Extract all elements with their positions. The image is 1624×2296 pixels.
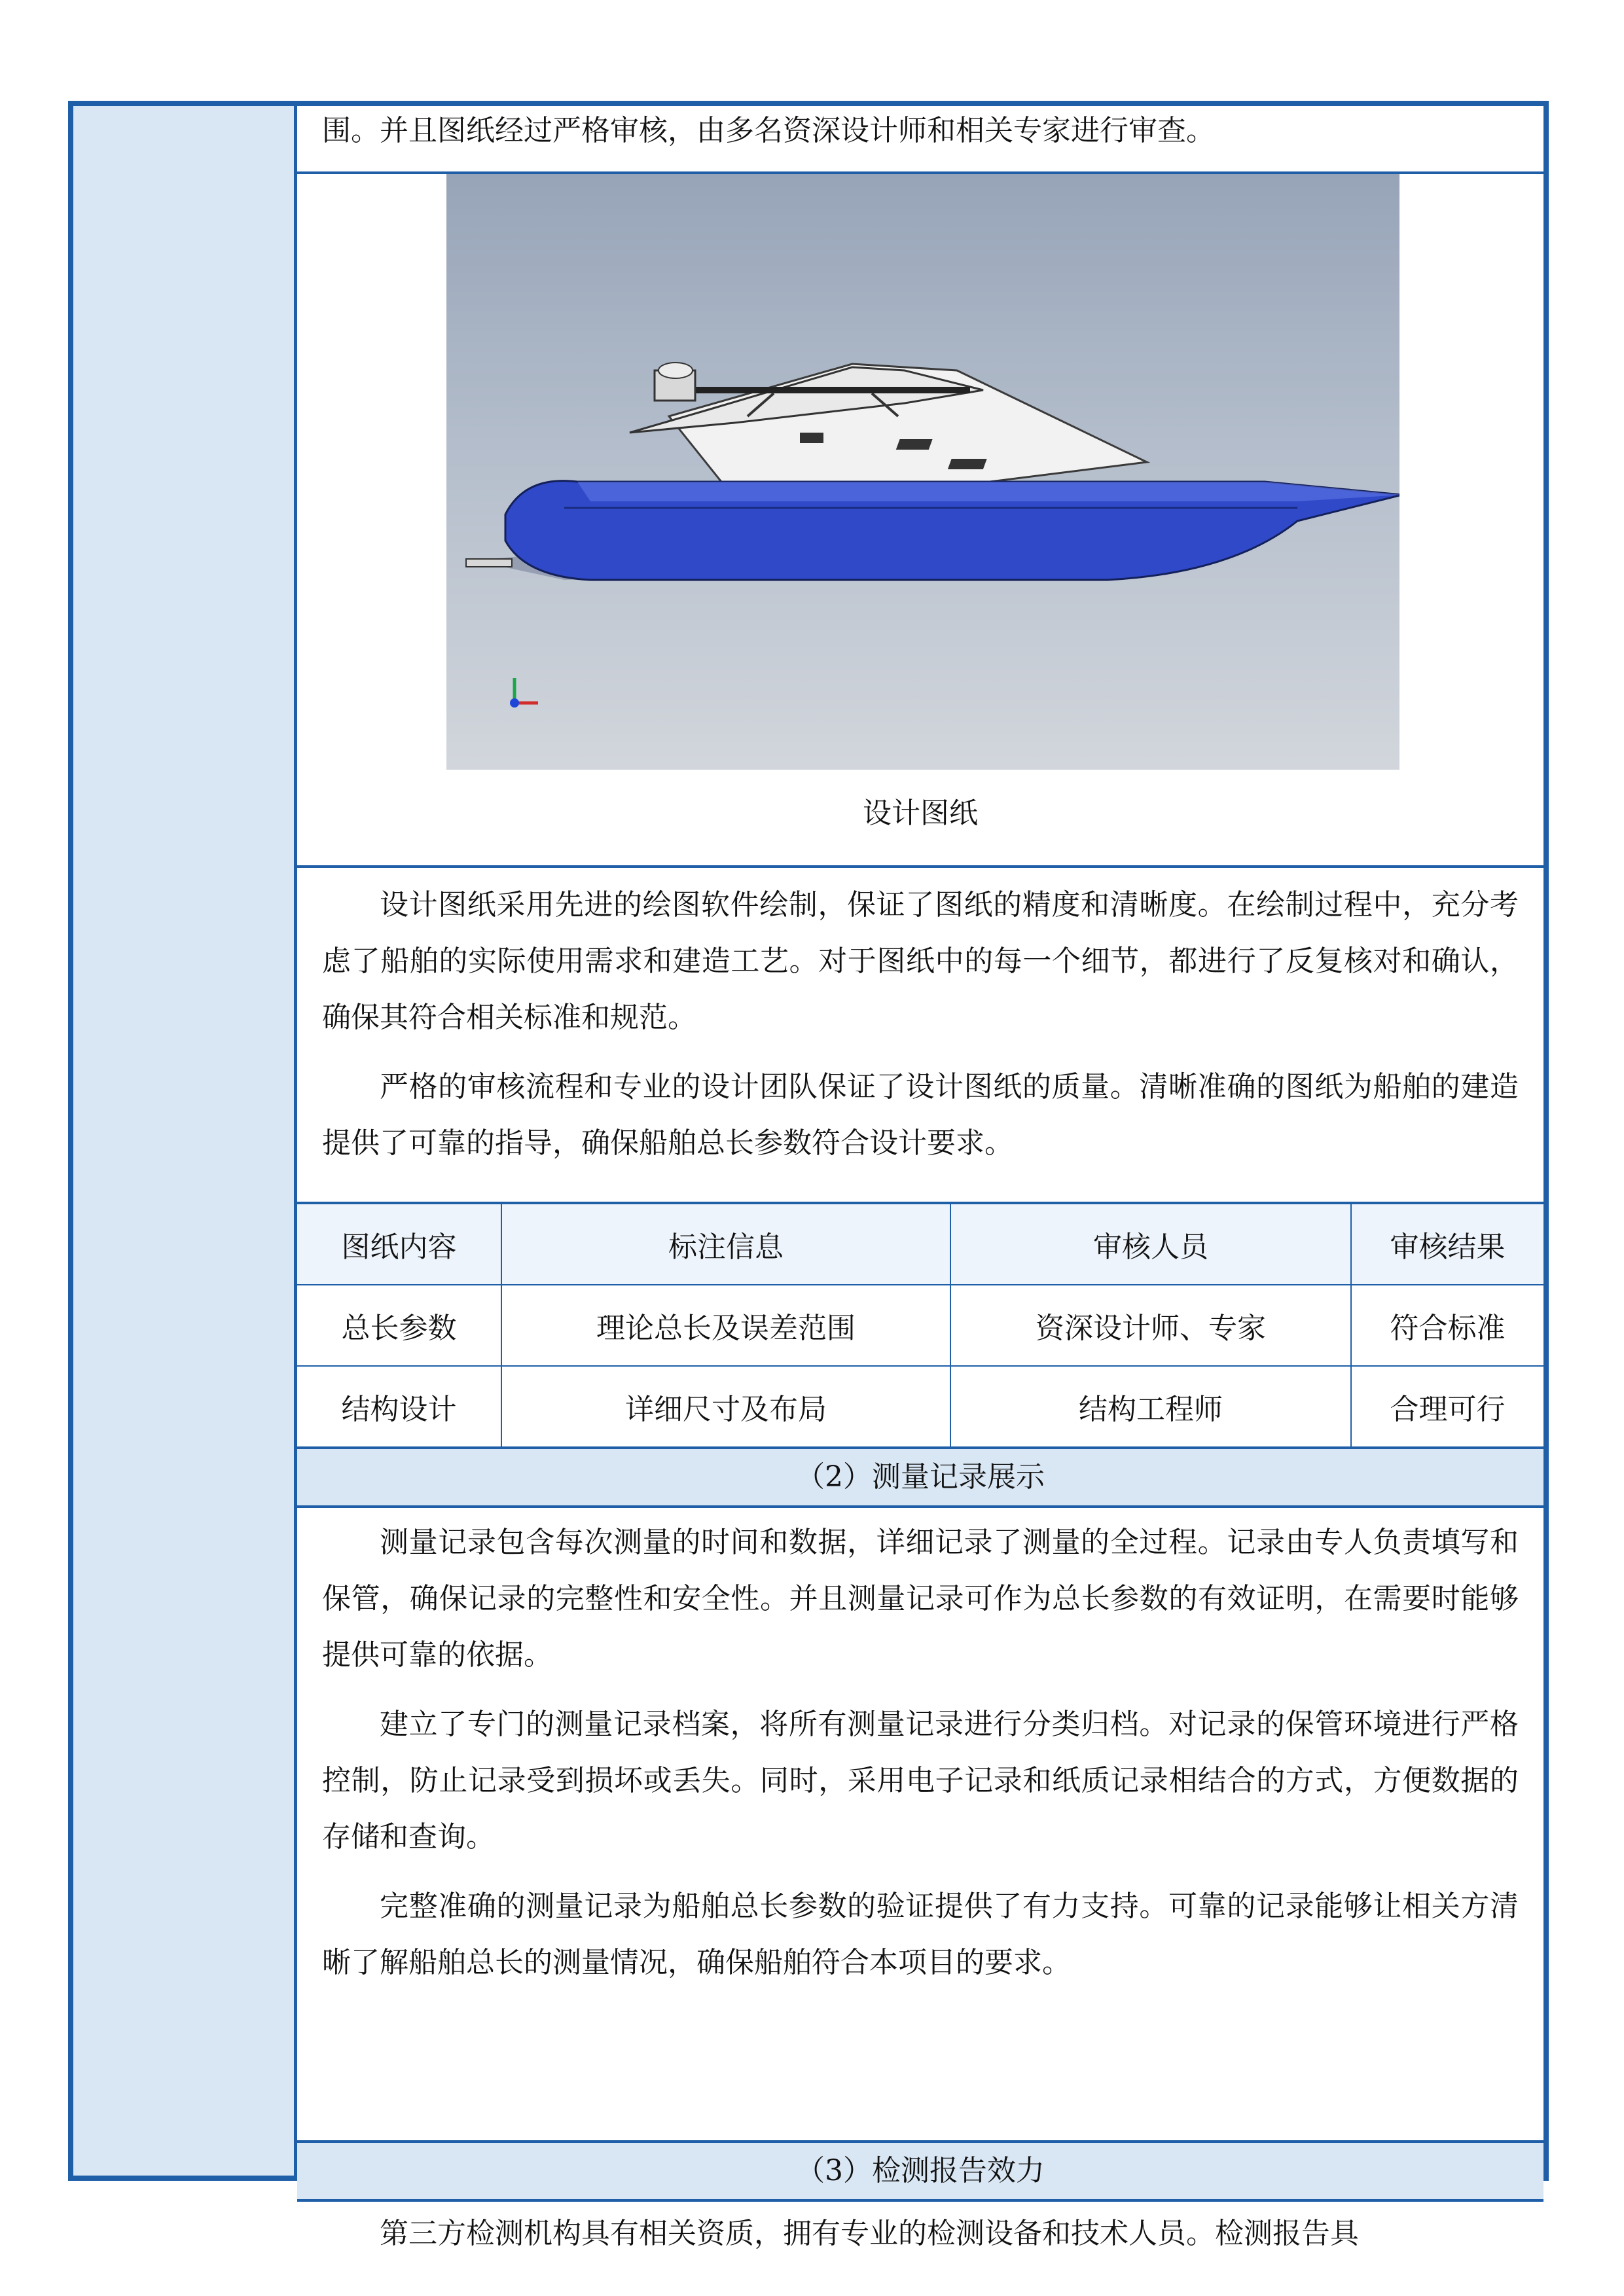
section2-text-block (297, 1508, 1543, 2143)
paragraph: 完整准确的测量记录为船舶总长参数的验证提供了有力支持。可靠的记录能够让相关方清晰了解船舶总长的测量情况，确保船舶符合本项目的要求。 (322, 1890, 1519, 1979)
table-row (297, 1366, 1543, 1446)
table-cell: 总长参数 (297, 1285, 501, 1367)
paragraph: 第三方检测机构具有相关资质，拥有专业的检测设备和技术人员。检测报告具 (380, 2217, 1359, 2250)
table-cell: 结构设计 (297, 1366, 501, 1446)
table-header-cell: 图纸内容 (297, 1204, 501, 1285)
table-header-cell: 审核人员 (950, 1204, 1351, 1285)
table-cell: 理论总长及误差范围 (501, 1285, 950, 1367)
paragraph: 建立了专门的测量记录档案，将所有测量记录进行分类归档。对记录的保管环境进行严格控制，防止记录受到损坏或丢失。同时，采用电子记录和纸质记录相结合的方式，方便数据的存储和查询。 (322, 1708, 1519, 1854)
table-cell: 符合标准 (1351, 1285, 1543, 1367)
table-header-row (297, 1204, 1543, 1285)
intro-block (297, 106, 1543, 174)
figure-block (297, 174, 1543, 868)
paragraph: 测量记录包含每次测量的时间和数据，详细记录了测量的全过程。记录由专人负责填写和保管，确保记录的完整性和安全性。并且测量记录可作为总长参数的有效证明，在需要时能够提供可靠的依据。 (322, 1526, 1519, 1672)
content-column (297, 106, 1543, 2250)
intro-line: 围。并且图纸经过严格审核，由多名资深设计师和相关专家进行审查。 (322, 114, 1215, 147)
boat-rendering-image (446, 174, 1399, 770)
left-label-column (73, 106, 297, 2176)
section3-heading: （3）检测报告效力 (297, 2143, 1543, 2202)
table-header-cell: 标注信息 (501, 1204, 950, 1285)
table-header-cell: 审核结果 (1351, 1204, 1543, 1285)
section2-heading: （2）测量记录展示 (297, 1449, 1543, 1508)
table-cell: 合理可行 (1390, 1393, 1506, 1427)
section1-text-block (297, 868, 1543, 1204)
paragraph: 严格的审核流程和专业的设计团队保证了设计图纸的质量。清晰准确的图纸为船舶的建造提供了可靠的指导，确保船舶总长参数符合设计要求。 (322, 1070, 1519, 1160)
table-cell: 资深设计师、专家 (950, 1285, 1351, 1367)
paragraph: 设计图纸采用先进的绘图软件绘制，保证了图纸的精度和清晰度。在绘制过程中，充分考虑了船舶的实际使用需求和建造工艺。对于图纸中的每一个细节，都进行了反复核对和确认，确保其符合相关标准和规范。 (322, 888, 1519, 1034)
document-frame (68, 101, 1549, 2250)
section3-text-block (297, 2202, 1543, 2274)
review-table (297, 1204, 1543, 1449)
table-cell: 详细尺寸及布局 (501, 1366, 950, 1446)
table-cell: 结构工程师 (950, 1366, 1351, 1446)
figure-caption: 设计图纸 (863, 797, 978, 830)
table-row (297, 1285, 1543, 1367)
